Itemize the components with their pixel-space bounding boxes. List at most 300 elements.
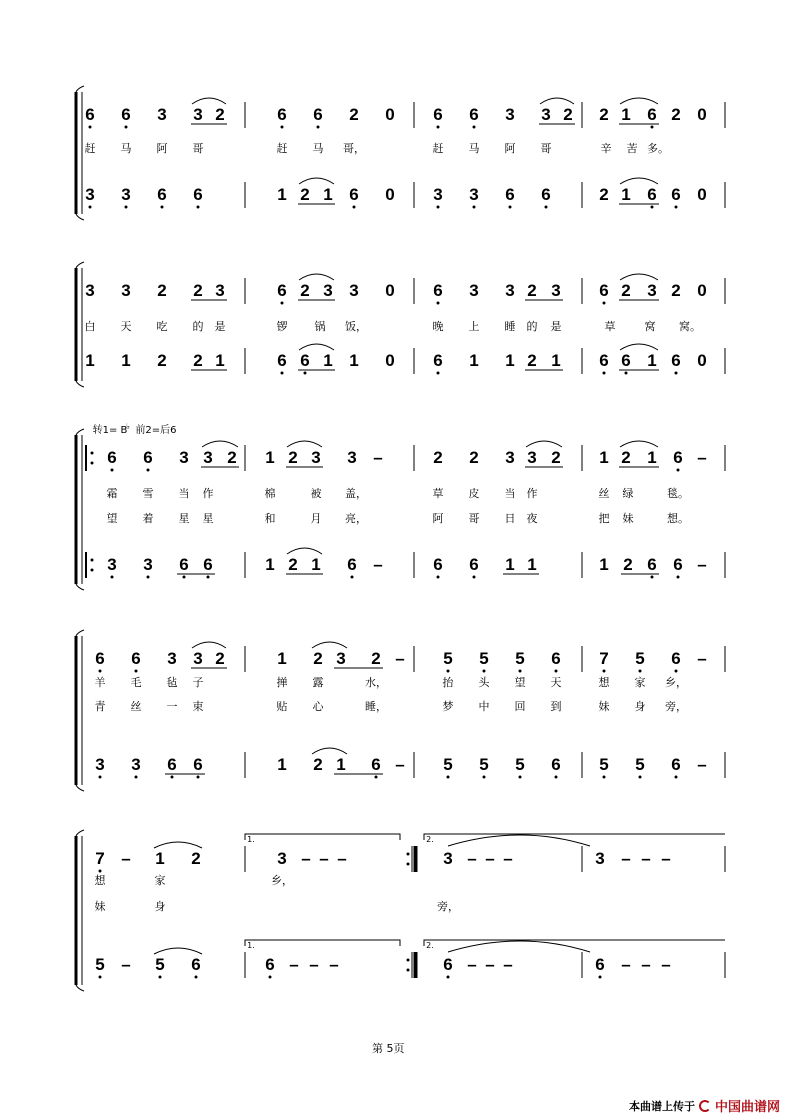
volta-first-bracket <box>245 940 400 946</box>
note-v1: 6 <box>313 105 323 124</box>
note-v1: 2 <box>599 105 609 124</box>
lyric-word: 苦 <box>626 142 638 155</box>
tie-arc <box>312 642 347 648</box>
note-v2: 6 <box>469 555 479 574</box>
octave-dot <box>545 206 548 209</box>
note-v2: 6 <box>647 555 657 574</box>
octave-dot <box>147 576 150 579</box>
lyric-word: 的 <box>526 320 538 333</box>
lyric-word: 晚 <box>432 320 444 333</box>
note-v2: 2 <box>599 185 609 204</box>
note-v2: 3 <box>469 185 479 204</box>
octave-dot <box>447 976 450 979</box>
lyric-word: 是 <box>214 320 226 333</box>
note-v1: 6 <box>551 649 561 668</box>
note-v2: 1 <box>323 185 333 204</box>
lyric-word: 妹 <box>598 700 610 713</box>
octave-dot <box>89 206 92 209</box>
lyric-word: 中 <box>478 700 490 713</box>
note-v1: 3 <box>347 448 357 467</box>
octave-dot <box>135 670 138 673</box>
lyric-word: 抬 <box>442 676 454 689</box>
note-v1: 2 <box>215 649 225 668</box>
octave-dot <box>195 976 198 979</box>
note-v2: 6 <box>673 555 683 574</box>
note-v1: 0 <box>697 281 707 300</box>
tie-arc <box>540 98 574 104</box>
octave-dot <box>135 776 138 779</box>
volta-second-bracket <box>424 940 725 946</box>
lyric-word: 到 <box>550 700 562 713</box>
octave-dot <box>437 372 440 375</box>
tie-arc <box>202 441 238 447</box>
tie-long <box>448 941 590 952</box>
note-v2: 2 <box>313 755 323 774</box>
lyric-word: 作 <box>526 487 538 500</box>
note-v2: 0 <box>697 351 707 370</box>
note-v2: 5 <box>635 755 645 774</box>
lyric-word: 作 <box>202 487 214 500</box>
lyric-word: 毡 <box>166 676 178 689</box>
note-v2: 6 <box>179 555 189 574</box>
octave-dot <box>353 206 356 209</box>
note-v1: 3 <box>193 649 203 668</box>
octave-dot <box>171 776 174 779</box>
note-v1: 2 <box>157 281 167 300</box>
note-v2: – <box>641 955 651 974</box>
note-v2: 6 <box>443 955 453 974</box>
note-v1: – <box>485 849 495 868</box>
tie-arc <box>192 642 226 648</box>
note-v1: – <box>467 849 477 868</box>
octave-dot <box>281 126 284 129</box>
note-v2: 1 <box>323 351 333 370</box>
note-v1: 1 <box>599 448 609 467</box>
lyric-word: 锣 <box>276 320 288 333</box>
note-v2: 1 <box>277 755 287 774</box>
note-v2: 6 <box>599 351 609 370</box>
repeat-end-dot <box>407 969 410 972</box>
note-v1: 3 <box>215 281 225 300</box>
octave-dot <box>639 670 642 673</box>
lyric-word: 盖， <box>345 487 367 500</box>
note-v1: 5 <box>635 649 645 668</box>
octave-dot <box>675 206 678 209</box>
note-v2: 0 <box>697 185 707 204</box>
lyric-word: 羊 <box>94 676 106 689</box>
lyric-word: 水， <box>365 676 387 689</box>
note-v2: – <box>697 755 707 774</box>
lyric-word: 星 <box>202 512 214 525</box>
note-v2: 6 <box>371 755 381 774</box>
bracket-curl-bottom <box>76 785 84 791</box>
volta-second-label: 2. <box>426 835 434 844</box>
bracket-curl-top <box>76 830 84 836</box>
tie-arc <box>620 274 658 280</box>
lyric-word: 着 <box>142 512 154 525</box>
volta-second-bracket <box>424 834 725 840</box>
octave-dot <box>677 469 680 472</box>
note-v1: 2 <box>215 105 225 124</box>
note-v1: 6 <box>121 105 131 124</box>
octave-dot <box>437 126 440 129</box>
note-v2: – <box>309 955 319 974</box>
octave-dot <box>603 670 606 673</box>
lyric-word: 被 <box>310 487 322 500</box>
note-v1: 3 <box>349 281 359 300</box>
lyric-word: 阿 <box>432 512 444 525</box>
note-v2: 1 <box>265 555 275 574</box>
note-v1: 2 <box>527 281 537 300</box>
note-v2: 2 <box>193 351 203 370</box>
note-v1: 2 <box>433 448 443 467</box>
lyric-word: 毛 <box>130 676 142 689</box>
repeat-dot <box>91 462 94 465</box>
note-v1: 2 <box>371 649 381 668</box>
note-v2: 6 <box>191 955 201 974</box>
page-number: 第 5页 <box>372 1042 405 1055</box>
note-v2: 6 <box>671 755 681 774</box>
lyric-word: 亮， <box>345 512 367 525</box>
lyric-word: 棉 <box>264 487 276 500</box>
note-v1: 2 <box>621 281 631 300</box>
lyric-word: 饭， <box>345 320 367 333</box>
octave-dot <box>555 776 558 779</box>
note-v2: 1 <box>647 351 657 370</box>
note-v1: 3 <box>167 649 177 668</box>
octave-dot <box>197 776 200 779</box>
lyric-word: 赶 <box>432 142 444 155</box>
tie-arc <box>312 748 347 754</box>
note-v1: – <box>503 849 513 868</box>
octave-dot <box>651 126 654 129</box>
note-v2: 3 <box>433 185 443 204</box>
upload-text: 本曲谱上传于 <box>628 1099 695 1113</box>
octave-dot <box>89 126 92 129</box>
octave-dot <box>603 776 606 779</box>
note-v1: – <box>337 849 347 868</box>
lyric-word: 掸 <box>276 676 288 689</box>
note-v1: 3 <box>443 849 453 868</box>
lyric-word: 赶 <box>84 142 96 155</box>
lyric-word: 毯。 <box>667 487 689 500</box>
lyric-word: 旁， <box>437 900 459 913</box>
repeat-end-dot <box>407 853 410 856</box>
lyric-word: 睡 <box>504 320 516 333</box>
lyric-word: 乡， <box>271 874 293 887</box>
octave-dot <box>99 670 102 673</box>
lyric-word: 身 <box>634 700 646 713</box>
octave-dot <box>555 670 558 673</box>
note-v2: 3 <box>131 755 141 774</box>
bracket-curl-bottom <box>76 214 84 220</box>
note-v1: 3 <box>595 849 605 868</box>
lyric-word: 锅 <box>314 320 326 333</box>
octave-dot <box>99 976 102 979</box>
octave-dot <box>447 670 450 673</box>
note-v1: 3 <box>121 281 131 300</box>
note-v1: 6 <box>599 281 609 300</box>
note-v2: 6 <box>265 955 275 974</box>
lyric-word: 露 <box>312 676 324 689</box>
site-logo-icon <box>699 1100 711 1112</box>
tie-long <box>448 835 590 846</box>
note-v1: 3 <box>311 448 321 467</box>
lyric-word: 马 <box>312 142 324 155</box>
repeat-end-dot <box>407 959 410 962</box>
tie-arc <box>287 548 322 554</box>
bracket-curl-top <box>76 262 84 268</box>
note-v2: 5 <box>443 755 453 774</box>
key-change-mapping: 前2=后6 <box>135 425 177 436</box>
lyric-word: 望 <box>106 512 118 525</box>
note-v2: 6 <box>157 185 167 204</box>
note-v2: 6 <box>671 185 681 204</box>
note-v1: 2 <box>551 448 561 467</box>
tie-arc <box>154 948 202 954</box>
note-v2: 6 <box>595 955 605 974</box>
tie-arc <box>299 178 334 184</box>
note-v2: 6 <box>505 185 515 204</box>
octave-dot <box>639 776 642 779</box>
note-v1: 5 <box>479 649 489 668</box>
note-v1: 6 <box>277 105 287 124</box>
note-v1: 1 <box>647 448 657 467</box>
note-v1: 2 <box>288 448 298 467</box>
note-v1: 3 <box>505 448 515 467</box>
lyric-word: 哥， <box>343 142 365 155</box>
note-v2: – <box>121 955 131 974</box>
tie-arc <box>620 178 658 184</box>
note-v1: – <box>641 849 651 868</box>
tie-arc <box>620 441 658 447</box>
note-v1: 3 <box>203 448 213 467</box>
octave-dot <box>437 206 440 209</box>
volta-first-label: 1. <box>247 941 255 950</box>
note-v2: – <box>503 955 513 974</box>
repeat-dot <box>91 569 94 572</box>
octave-dot <box>99 870 102 873</box>
note-v2: – <box>373 555 383 574</box>
note-v1: 6 <box>671 649 681 668</box>
lyric-word: 丝 <box>130 700 142 713</box>
note-v1: 3 <box>277 849 287 868</box>
lyric-word: 家 <box>154 874 166 887</box>
note-v1: 1 <box>155 849 165 868</box>
note-v1: 7 <box>95 849 105 868</box>
site-name[interactable]: 中国曲谱网 <box>714 1100 780 1115</box>
note-v1: 0 <box>697 105 707 124</box>
note-v1: 3 <box>647 281 657 300</box>
note-v1: – <box>697 448 707 467</box>
note-v2: 6 <box>167 755 177 774</box>
octave-dot <box>603 372 606 375</box>
note-v2: 2 <box>288 555 298 574</box>
note-v1: 3 <box>85 281 95 300</box>
note-v1: 2 <box>469 448 479 467</box>
note-v1: 2 <box>563 105 573 124</box>
lyric-word: 天 <box>120 320 132 333</box>
note-v1: 3 <box>193 105 203 124</box>
note-v1: 3 <box>541 105 551 124</box>
lyric-word: 天 <box>550 676 562 689</box>
note-v2: 5 <box>515 755 525 774</box>
note-v2: 6 <box>193 185 203 204</box>
lyric-word: 回 <box>514 700 526 713</box>
note-v2: 3 <box>85 185 95 204</box>
octave-dot <box>483 670 486 673</box>
repeat-dot <box>91 559 94 562</box>
note-v1: 3 <box>505 105 515 124</box>
note-v1: 5 <box>443 649 453 668</box>
note-v1: 6 <box>131 649 141 668</box>
note-v1: 6 <box>433 281 443 300</box>
note-v1: 6 <box>95 649 105 668</box>
note-v1: 7 <box>599 649 609 668</box>
note-v2: 5 <box>479 755 489 774</box>
lyric-word: 雪 <box>142 487 154 500</box>
octave-dot <box>473 126 476 129</box>
lyric-word: 想。 <box>667 512 689 525</box>
lyric-word: 哥 <box>468 512 480 525</box>
note-v2: 3 <box>95 755 105 774</box>
note-v1: 0 <box>385 281 395 300</box>
note-v2: 3 <box>107 555 117 574</box>
note-v2: 1 <box>505 555 515 574</box>
lyric-word: 把 <box>598 512 610 525</box>
note-v1: 2 <box>671 281 681 300</box>
note-v1: – <box>395 649 405 668</box>
octave-dot <box>125 206 128 209</box>
note-v2: 2 <box>623 555 633 574</box>
note-v1: 3 <box>551 281 561 300</box>
tie-arc <box>620 344 658 350</box>
note-v2: – <box>395 755 405 774</box>
tie-arc <box>299 274 334 280</box>
octave-dot <box>675 372 678 375</box>
lyric-word: 草 <box>604 320 616 333</box>
octave-dot <box>281 372 284 375</box>
note-v1: 2 <box>191 849 201 868</box>
note-v2: 2 <box>157 351 167 370</box>
bracket-curl-top <box>76 630 84 636</box>
octave-dot <box>304 372 307 375</box>
lyric-word: 当 <box>178 487 190 500</box>
note-v1: 2 <box>193 281 203 300</box>
note-v2: – <box>697 555 707 574</box>
note-v1: 5 <box>515 649 525 668</box>
octave-dot <box>183 576 186 579</box>
note-v2: 6 <box>671 351 681 370</box>
lyric-word: 身 <box>154 900 166 913</box>
note-v1: – <box>661 849 671 868</box>
note-v2: 1 <box>121 351 131 370</box>
octave-dot <box>197 206 200 209</box>
key-flat-sign: ♭ <box>126 422 130 431</box>
lyric-word: 白 <box>84 320 96 333</box>
octave-dot <box>625 372 628 375</box>
note-v1: 3 <box>179 448 189 467</box>
lyric-word: 吃 <box>156 320 168 333</box>
octave-dot <box>159 976 162 979</box>
note-v2: 6 <box>433 351 443 370</box>
octave-dot <box>473 576 476 579</box>
note-v2: 1 <box>277 185 287 204</box>
note-v2: 5 <box>599 755 609 774</box>
note-v1: – <box>621 849 631 868</box>
note-v2: 1 <box>551 351 561 370</box>
note-v2: 1 <box>469 351 479 370</box>
note-v1: 1 <box>265 448 275 467</box>
lyric-word: 日 <box>504 512 516 525</box>
note-v2: 3 <box>143 555 153 574</box>
note-v1: 3 <box>157 105 167 124</box>
note-v2: – <box>289 955 299 974</box>
note-v1: 6 <box>433 105 443 124</box>
note-v1: 2 <box>227 448 237 467</box>
note-v2: 1 <box>336 755 346 774</box>
note-v2: – <box>467 955 477 974</box>
lyric-word: 辛 <box>600 142 612 155</box>
lyric-word: 望 <box>514 676 526 689</box>
lyric-word: 马 <box>468 142 480 155</box>
note-v1: 0 <box>385 105 395 124</box>
tie-arc <box>299 344 334 350</box>
octave-dot <box>351 576 354 579</box>
lyric-word: 窝 <box>644 320 656 333</box>
note-v2: 1 <box>85 351 95 370</box>
volta-first-bracket <box>245 834 400 840</box>
note-v1: 2 <box>313 649 323 668</box>
lyric-word: 月 <box>310 512 322 525</box>
octave-dot <box>281 302 284 305</box>
note-v1: – <box>319 849 329 868</box>
note-v2: 6 <box>300 351 310 370</box>
note-v1: 3 <box>323 281 333 300</box>
lyric-word: 妹 <box>94 900 106 913</box>
bracket-curl-bottom <box>76 985 84 991</box>
octave-dot <box>269 976 272 979</box>
lyric-word: 哥 <box>540 142 552 155</box>
note-v1: 6 <box>85 105 95 124</box>
repeat-dot <box>91 452 94 455</box>
note-v1: 3 <box>505 281 515 300</box>
lyric-word: 的 <box>192 320 204 333</box>
note-v2: 0 <box>385 185 395 204</box>
note-v1: 2 <box>621 448 631 467</box>
octave-dot <box>207 576 210 579</box>
lyric-word: 丝 <box>598 487 610 500</box>
lyric-word: 夜 <box>526 512 538 525</box>
lyric-word: 哥 <box>192 142 204 155</box>
lyric-word: 绿 <box>622 487 634 500</box>
note-v1: 6 <box>107 448 117 467</box>
note-v1: – <box>373 448 383 467</box>
note-v2: 1 <box>527 555 537 574</box>
note-v2: 2 <box>300 185 310 204</box>
lyric-word: 想 <box>94 874 106 887</box>
octave-dot <box>317 126 320 129</box>
lyric-word: 头 <box>478 676 490 689</box>
note-v1: 6 <box>469 105 479 124</box>
bracket-curl-bottom <box>76 584 84 590</box>
note-v2: 6 <box>541 185 551 204</box>
tie-arc <box>526 441 562 447</box>
note-v2: 1 <box>621 185 631 204</box>
lyric-word: 阿 <box>156 142 168 155</box>
octave-dot <box>437 576 440 579</box>
note-v2: – <box>621 955 631 974</box>
